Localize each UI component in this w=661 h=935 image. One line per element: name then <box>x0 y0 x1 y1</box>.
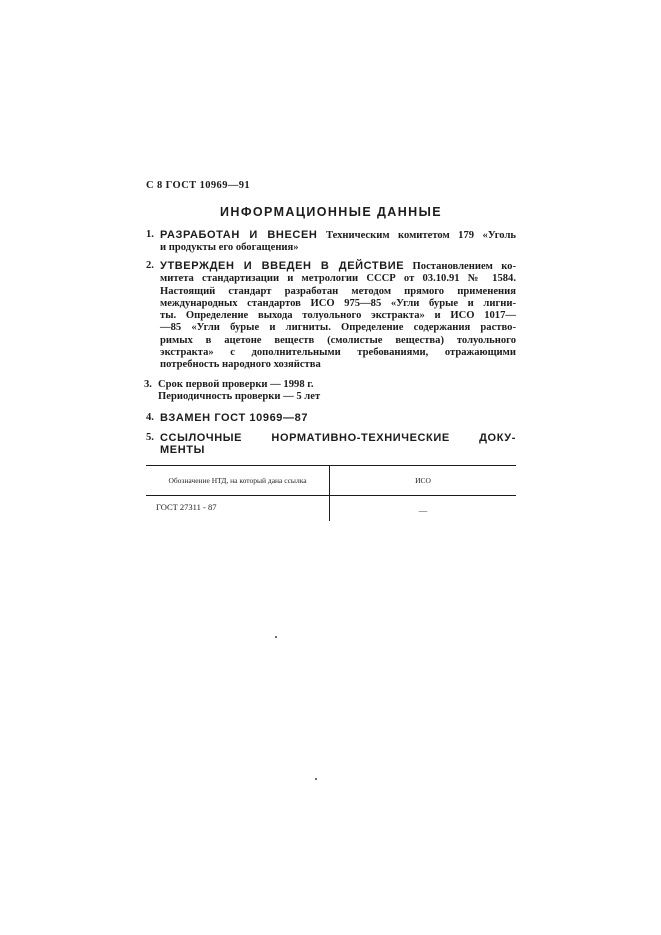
item-text-line: экстракта» с дополнительными требованиями, отражающими <box>160 347 516 359</box>
item-text-line: римых в ацетоне веществ (смолистые вещества) толуольного <box>160 334 516 346</box>
reference-table <box>146 465 516 521</box>
item-text-line: Срок первой проверки — 1998 г. <box>158 379 314 390</box>
item-text-line: ты. Определение выхода толуольного экстракта» и ИСО 1017— <box>160 310 516 322</box>
table-row <box>146 496 516 521</box>
item-text-line: международных стандартов ИСО 975—85 «Угли бурые и лигни- <box>160 297 516 309</box>
item-text-line: Техническим комитетом 179 «Уголь <box>325 230 517 241</box>
info-item-2 <box>146 260 516 372</box>
item-text-line: потребность народного хозяйства <box>160 359 321 371</box>
item-text-line: Постановлением ко- <box>412 261 516 272</box>
info-item-1 <box>146 229 516 255</box>
item-text-line: Настоящий стандарт разработан методом прямого применения <box>160 285 516 297</box>
item-number: 4. <box>146 412 154 423</box>
page-title: ИНФОРМАЦИОННЫЕ ДАННЫЕ <box>220 205 442 219</box>
item-text-line: и продукты его обогащения» <box>160 242 299 254</box>
item-lead: ВЗАМЕН ГОСТ 10969—87 <box>160 412 309 424</box>
column-header-iso: ИСО <box>415 476 431 485</box>
cell-ntd-designation: ГОСТ 27311 - 87 <box>146 496 330 521</box>
info-item-5 <box>146 432 516 457</box>
info-item-4 <box>146 412 516 424</box>
item-number: 5. <box>146 432 154 443</box>
item-text-line: Периодичность проверки — 5 лет <box>158 391 321 403</box>
item-lead: УТВЕРЖДЕН И ВВЕДЕН В ДЕЙСТВИЕ <box>160 260 405 272</box>
scan-speck <box>315 778 317 780</box>
item-lead: МЕНТЫ <box>160 444 205 457</box>
item-number: 2. <box>146 260 154 271</box>
item-number: 1. <box>146 229 154 240</box>
table-header-row <box>146 466 516 496</box>
item-lead: ССЫЛОЧНЫЕ НОРМАТИВНО-ТЕХНИЧЕСКИЕ ДОКУ- <box>160 432 516 444</box>
cell-iso: — <box>418 505 428 515</box>
item-number: 3. <box>144 379 152 390</box>
item-text-line: митета стандартизации и метрологии СССР от 03.10.91 № 1584. <box>160 273 516 285</box>
column-header-ntd: Обозначение НТД, на который дана ссылка <box>146 466 330 495</box>
page-header: С 8 ГОСТ 10969—91 <box>146 180 251 191</box>
item-text-line: —85 «Угли бурые и лигниты. Определение содержания раство- <box>160 322 516 334</box>
item-lead: РАЗРАБОТАН И ВНЕСЕН <box>160 229 318 241</box>
scan-speck <box>275 636 277 638</box>
info-item-3 <box>146 379 516 404</box>
